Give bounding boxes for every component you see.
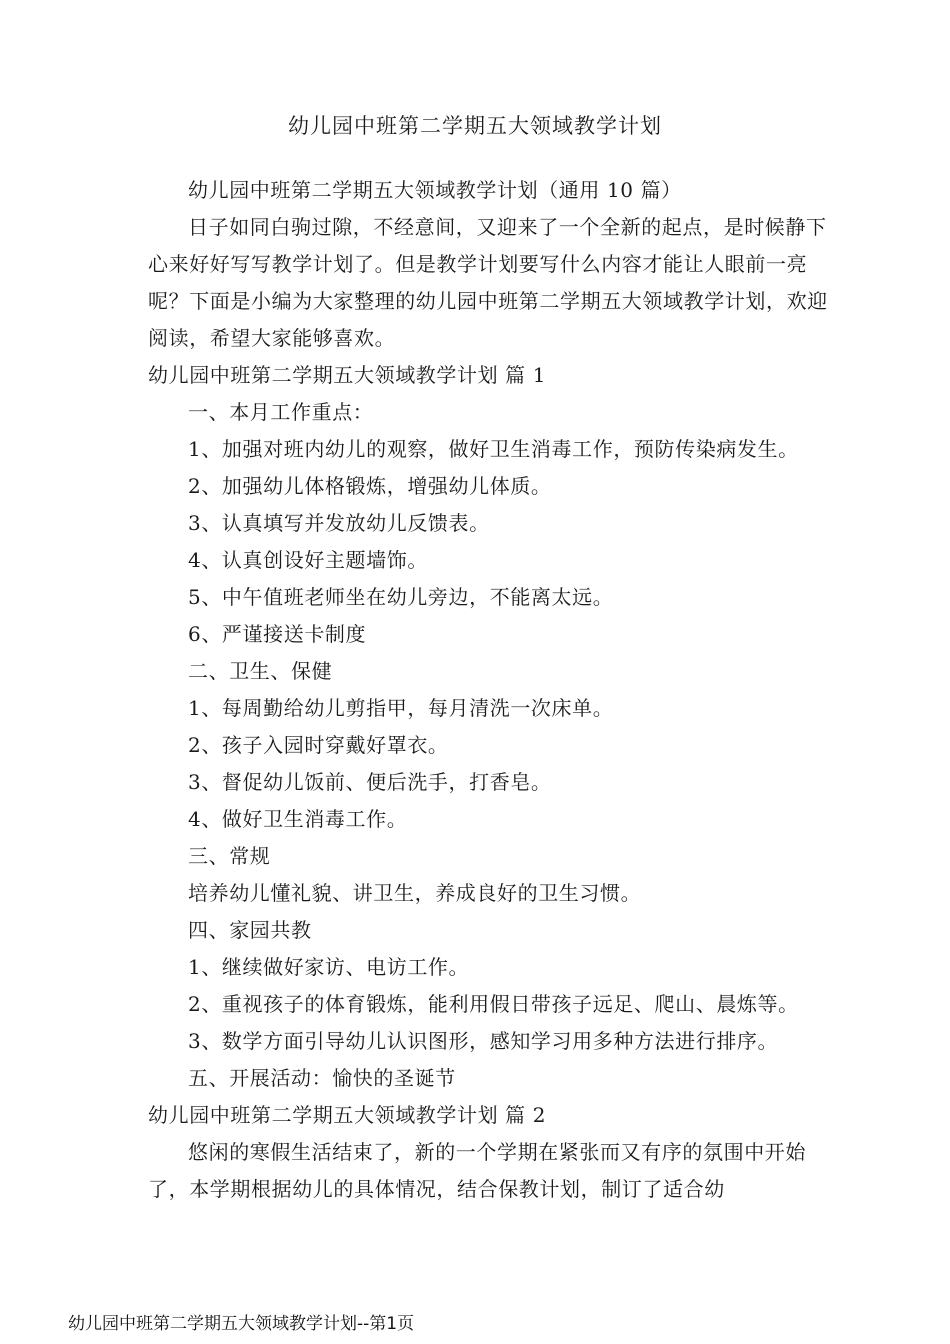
document-title: 幼儿园中班第二学期五大领域教学计划 bbox=[288, 114, 662, 138]
paragraph: 二、卫生、保健 bbox=[188, 659, 333, 683]
section-heading-1: 幼儿园中班第二学期五大领域教学计划 篇 1 bbox=[148, 363, 547, 387]
list-item: 1、继续做好家访、电访工作。 bbox=[188, 955, 470, 979]
list-item: 2、加强幼儿体格锻炼，增强幼儿体质。 bbox=[188, 474, 552, 498]
paragraph: 培养幼儿懂礼貌、讲卫生，养成良好的卫生习惯。 bbox=[188, 881, 642, 905]
list-item: 4、认真创设好主题墙饰。 bbox=[188, 548, 428, 572]
intro-paragraph: 日子如同白驹过隙，不经意间，又迎来了一个全新的起点，是时候静下心来好好写写教学计划了。但是教学计划要写什么内容才能让人眼前一亮呢？下面是小编为大家整理的幼儿园中班第二学期五大领域教学计划，欢迎阅读，希望大家能够喜欢。 bbox=[148, 215, 828, 350]
list-item: 4、做好卫生消毒工作。 bbox=[188, 807, 408, 831]
list-item: 6、严谨接送卡制度 bbox=[188, 622, 367, 646]
subtitle-paragraph: 幼儿园中班第二学期五大领域教学计划（通用 10 篇） bbox=[188, 178, 682, 202]
page-footer: 幼儿园中班第二学期五大领域教学计划--第1页 bbox=[68, 1314, 415, 1334]
paragraph: 悠闲的寒假生活结束了，新的一个学期在紧张而又有序的氛围中开始了，本学期根据幼儿的具体情况，结合保教计划，制订了适合幼 bbox=[148, 1140, 806, 1201]
list-item: 3、数学方面引导幼儿认识图形，感知学习用多种方法进行排序。 bbox=[188, 1029, 779, 1053]
paragraph: 四、家园共教 bbox=[188, 918, 312, 942]
list-item: 5、中午值班老师坐在幼儿旁边，不能离太远。 bbox=[188, 585, 614, 609]
paragraph: 五、开展活动：愉快的圣诞节 bbox=[188, 1066, 456, 1090]
list-item: 3、认真填写并发放幼儿反馈表。 bbox=[188, 511, 490, 535]
list-item: 2、孩子入园时穿戴好罩衣。 bbox=[188, 733, 449, 757]
list-item: 1、每周勤给幼儿剪指甲，每月清洗一次床单。 bbox=[188, 696, 614, 720]
list-item: 3、督促幼儿饭前、便后洗手，打香皂。 bbox=[188, 770, 552, 794]
paragraph: 一、本月工作重点： bbox=[188, 400, 374, 424]
list-item: 2、重视孩子的体育锻炼，能利用假日带孩子远足、爬山、晨炼等。 bbox=[188, 992, 799, 1016]
section-heading-2: 幼儿园中班第二学期五大领域教学计划 篇 2 bbox=[148, 1103, 547, 1127]
list-item: 1、加强对班内幼儿的观察，做好卫生消毒工作，预防传染病发生。 bbox=[188, 437, 799, 461]
paragraph: 三、常规 bbox=[188, 844, 271, 868]
document-body bbox=[148, 172, 828, 1208]
